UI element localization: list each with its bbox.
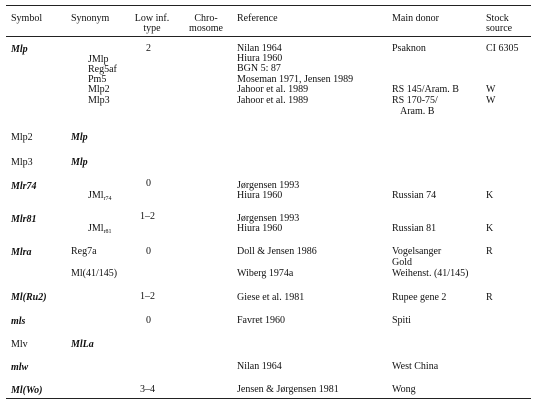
header-synonym: Synonym [71, 13, 110, 24]
synonym-cell: Mlp [71, 132, 88, 143]
symbol-cell: Mlp2 [11, 132, 33, 143]
reference-cell: Hiura 1960 [237, 53, 283, 64]
symbol-cell: Ml(Wo) [11, 385, 43, 396]
donor-cell: Gold [392, 257, 412, 268]
reference-cell: Jahoor et al. 1989 [237, 95, 309, 106]
reference-cell: Jahoor et al. 1989 [237, 84, 309, 95]
stock-cell: W [486, 84, 496, 95]
reference-cell: Doll & Jensen 1986 [237, 246, 317, 257]
symbol-cell: Mlra [11, 247, 32, 258]
header-chromosome-line2: mosome [189, 23, 223, 34]
header-symbol: Symbol [11, 13, 43, 24]
reference-cell: Favret 1960 [237, 315, 286, 326]
synonym-cell: Mlp [71, 157, 88, 168]
symbol-cell: Ml(Ru2) [11, 292, 47, 303]
symbol-cell: Mlp [11, 44, 28, 55]
reference-cell: Jensen & Jørgensen 1981 [237, 384, 339, 395]
header-chromosome-line1: Chro- [194, 13, 218, 24]
synonym-cell [88, 223, 112, 234]
stock-cell: W [486, 95, 496, 106]
low-inf-cell: 0 [146, 178, 151, 189]
reference-cell: Nilan 1964 [237, 361, 282, 372]
low-inf-cell: 2 [146, 43, 151, 54]
reference-cell: Jørgensen 1993 [237, 213, 300, 224]
donor-cell: Wong [392, 384, 416, 395]
reference-cell: BGN 5: 87 [237, 63, 281, 74]
header-main-donor: Main donor [392, 13, 439, 24]
reference-cell: Hiura 1960 [237, 223, 283, 234]
synonym-cell: Pm5 [88, 74, 107, 85]
stock-cell: R [486, 292, 493, 303]
stock-cell: CI 6305 [486, 43, 519, 54]
low-inf-cell: 0 [146, 315, 151, 326]
donor-cell: Russian 81 [392, 223, 437, 234]
reference-cell: Giese et al. 1981 [237, 292, 305, 303]
stock-cell: K [486, 190, 494, 201]
header-stock-line2: source [486, 23, 513, 34]
donor-cell: Aram. B [400, 106, 435, 117]
synonym-cell: Ml(41/145) [71, 268, 118, 279]
symbol-cell: Mlr74 [11, 181, 37, 192]
symbol-cell: Mlp3 [11, 157, 33, 168]
header-low-inf-line1: Low inf. [134, 13, 170, 24]
stock-cell: R [486, 246, 493, 257]
reference-cell: Moseman 1971, Jensen 1989 [237, 74, 354, 85]
donor-cell: Vogelsanger [392, 246, 442, 257]
synonym-cell: Mlp2 [88, 84, 110, 95]
synonym-cell: MlLa [71, 339, 94, 350]
header-rule [6, 36, 531, 37]
top-rule [6, 5, 531, 6]
donor-cell: Spiti [392, 315, 411, 326]
synonym-cell: JMlp [88, 54, 109, 65]
reference-cell: Nilan 1964 [237, 43, 282, 54]
synonym-base: JMl [88, 223, 104, 234]
header-reference: Reference [237, 13, 278, 24]
donor-cell: West China [392, 361, 439, 372]
symbol-cell: Mlv [11, 339, 28, 350]
low-inf-cell: 1–2 [140, 211, 155, 222]
donor-cell: RS 145/Aram. B [392, 84, 459, 95]
stock-cell: K [486, 223, 494, 234]
synonym-subscript: r74 [103, 196, 112, 202]
donor-cell: RS 170-75/ [392, 95, 438, 106]
symbol-cell: mlw [11, 362, 29, 373]
synonym-cell: Reg5af [88, 64, 117, 75]
synonym-subscript: r81 [103, 229, 112, 235]
donor-cell: Weihenst. (41/145) [392, 268, 469, 279]
donor-cell: Rupee gene 2 [392, 292, 447, 303]
synonym-cell: Mlp3 [88, 95, 110, 106]
synonym-base: JMl [88, 190, 104, 201]
low-inf-cell: 3–4 [140, 384, 155, 395]
symbol-cell: Mlr81 [11, 214, 37, 225]
synonym-cell [88, 190, 112, 201]
reference-cell: Hiura 1960 [237, 190, 283, 201]
header-stock-line1: Stock [486, 13, 509, 24]
header-low-inf-line2: type [143, 23, 161, 34]
reference-cell: Wiberg 1974a [237, 268, 294, 279]
low-inf-cell: 1–2 [140, 291, 155, 302]
donor-cell: Russian 74 [392, 190, 437, 201]
synonym-cell: Reg7a [71, 246, 97, 257]
reference-cell: Jørgensen 1993 [237, 180, 300, 191]
donor-cell: Psaknon [392, 43, 426, 54]
bottom-rule [6, 398, 531, 399]
symbol-cell: mls [11, 316, 26, 327]
low-inf-cell: 0 [146, 246, 151, 257]
